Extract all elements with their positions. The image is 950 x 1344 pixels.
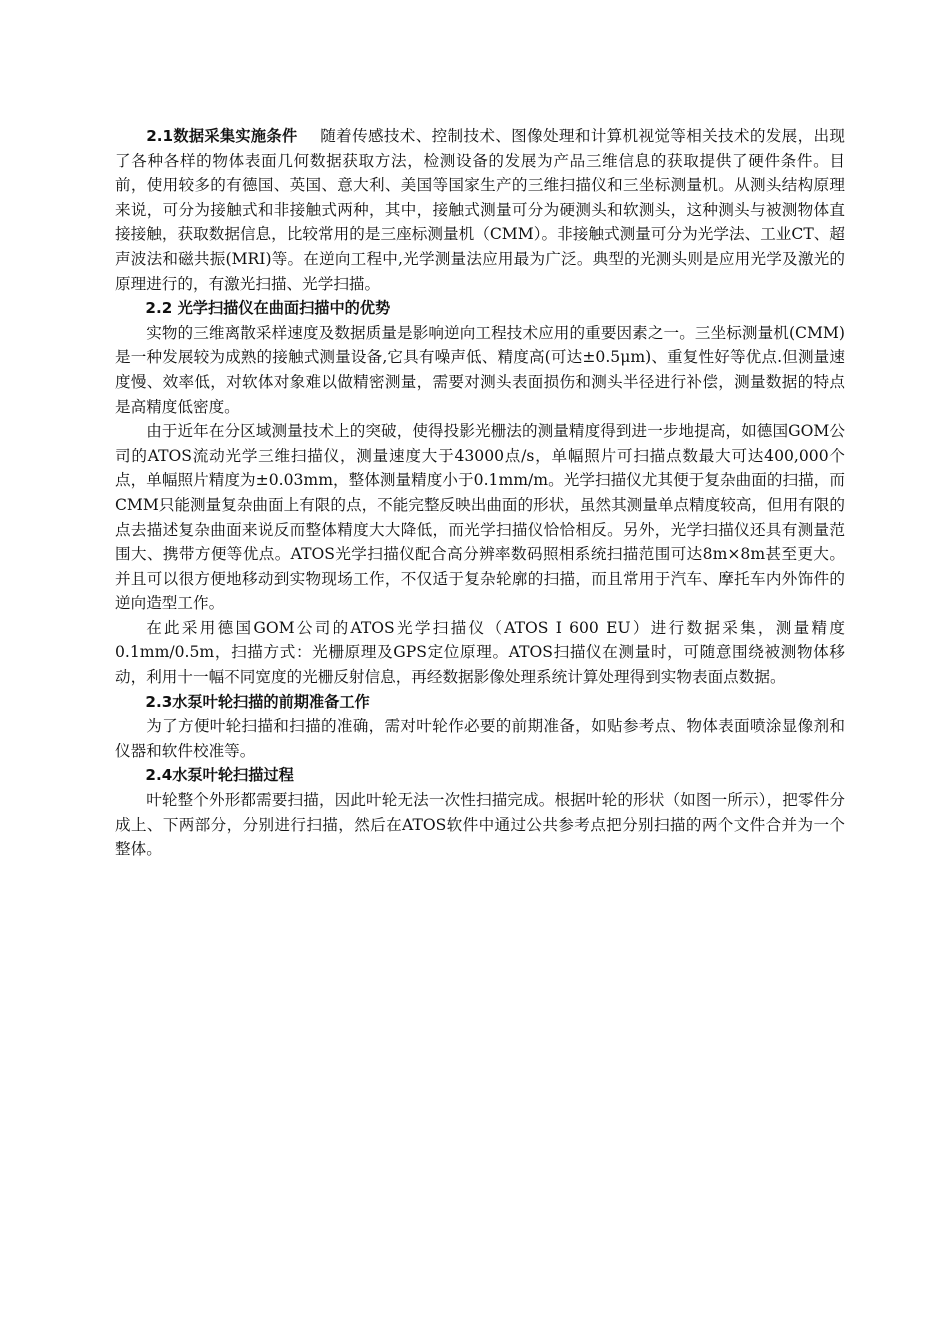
section-2-4-heading: 2.4水泵叶轮扫描过程 (145, 766, 294, 785)
section-2-2-paragraph-1: 实物的三维离散采样速度及数据质量是影响逆向工程技术应用的重要因素之一。三坐标测量机(CMM)是一种发展较为成熟的接触式测量设备,它具有噪声低、精度高(可达±0.5μm)、重复性好等优点.但测量速度慢、效率低，对软体对象难以做精密测量，需要对测头表面损伤和测头半径进行补偿，测量数据的特点是高精度低密度。 (115, 323, 845, 416)
document-page (115, 124, 845, 862)
section-2-4-paragraph: 叶轮整个外形都需要扫描，因此叶轮无法一次性扫描完成。根据叶轮的形状（如图一所示），把零件分成上、下两部分，分别进行扫描，然后在ATOS软件中通过公共参考点把分别扫描的两个文件合并为一个整体。 (115, 791, 845, 859)
section-2-1-paragraph (115, 124, 845, 296)
section-2-2-heading: 2.2 光学扫描仪在曲面扫描中的优势 (145, 299, 391, 318)
section-2-3-heading: 2.3水泵叶轮扫描的前期准备工作 (145, 692, 370, 711)
section-2-3-paragraph: 为了方便叶轮扫描和扫描的准确，需对叶轮作必要的前期准备，如贴参考点、物体表面喷涂显像剂和仪器和软件校准等。 (115, 717, 845, 760)
section-2-1-body: 随着传感技术、控制技术、图像处理和计算机视觉等相关技术的发展，出现了各种各样的物体表面几何数据获取方法，检测设备的发展为产品三维信息的获取提供了硬件条件。目前，使用较多的有德国、英国、意大利、美国等国家生产的三维扫描仪和三坐标测量机。从测头结构原理来说，可分为接触式和非接触式两种，其中，接触式测量可分为硬测头和软测头，这种测头与被测物体直接接触，获取数据信息，比较常用的是三座标测量机（CMM）。非接触式测量可分为光学法、工业CT、超声波法和磁共振(MRI)等。在逆向工程中,光学测量法应用最为广泛。典型的光测头则是应用光学及激光的原理进行的，有激光扫描、光学扫描。 (115, 127, 845, 293)
section-2-2-paragraph-3: 在此采用德国GOM公司的ATOS光学扫描仪（ATOS I 600 EU）进行数据采集，测量精度0.1mm/0.5m，扫描方式：光栅原理及GPS定位原理。ATOS扫描仪在测量时，可随意围绕被测物体移动，利用十一幅不同宽度的光栅反射信息，再经数据影像处理系统计算处理得到实物表面点数据。 (115, 618, 845, 687)
section-2-2-paragraph-2: 由于近年在分区域测量技术上的突破，使得投影光栅法的测量精度得到进一步地提高，如德国GOM公司的ATOS流动光学三维扫描仪，测量速度大于43000点/s，单幅照片可扫描点数最大可达400,000个点，单幅照片精度为±0.03mm，整体测量精度小于0.1mm/m。光学扫描仪尤其便于复杂曲面的扫描，而CMM只能测量复杂曲面上有限的点，不能完整反映出曲面的形状，虽然其测量单点精度较高，但用有限的点去描述复杂曲面来说反而整体精度大大降低，而光学扫描仪恰恰相反。另外，光学扫描仪还具有测量范围大、携带方便等优点。ATOS光学扫描仪配合高分辨率数码照相系统扫描范围可达8m×8m甚至更大。并且可以很方便地移动到实物现场工作，不仅适于复杂轮廓的扫描，而且常用于汽车、摩托车内外饰件的逆向造型工作。 (115, 422, 845, 613)
section-2-1-heading: 2.1数据采集实施条件 (146, 127, 298, 145)
